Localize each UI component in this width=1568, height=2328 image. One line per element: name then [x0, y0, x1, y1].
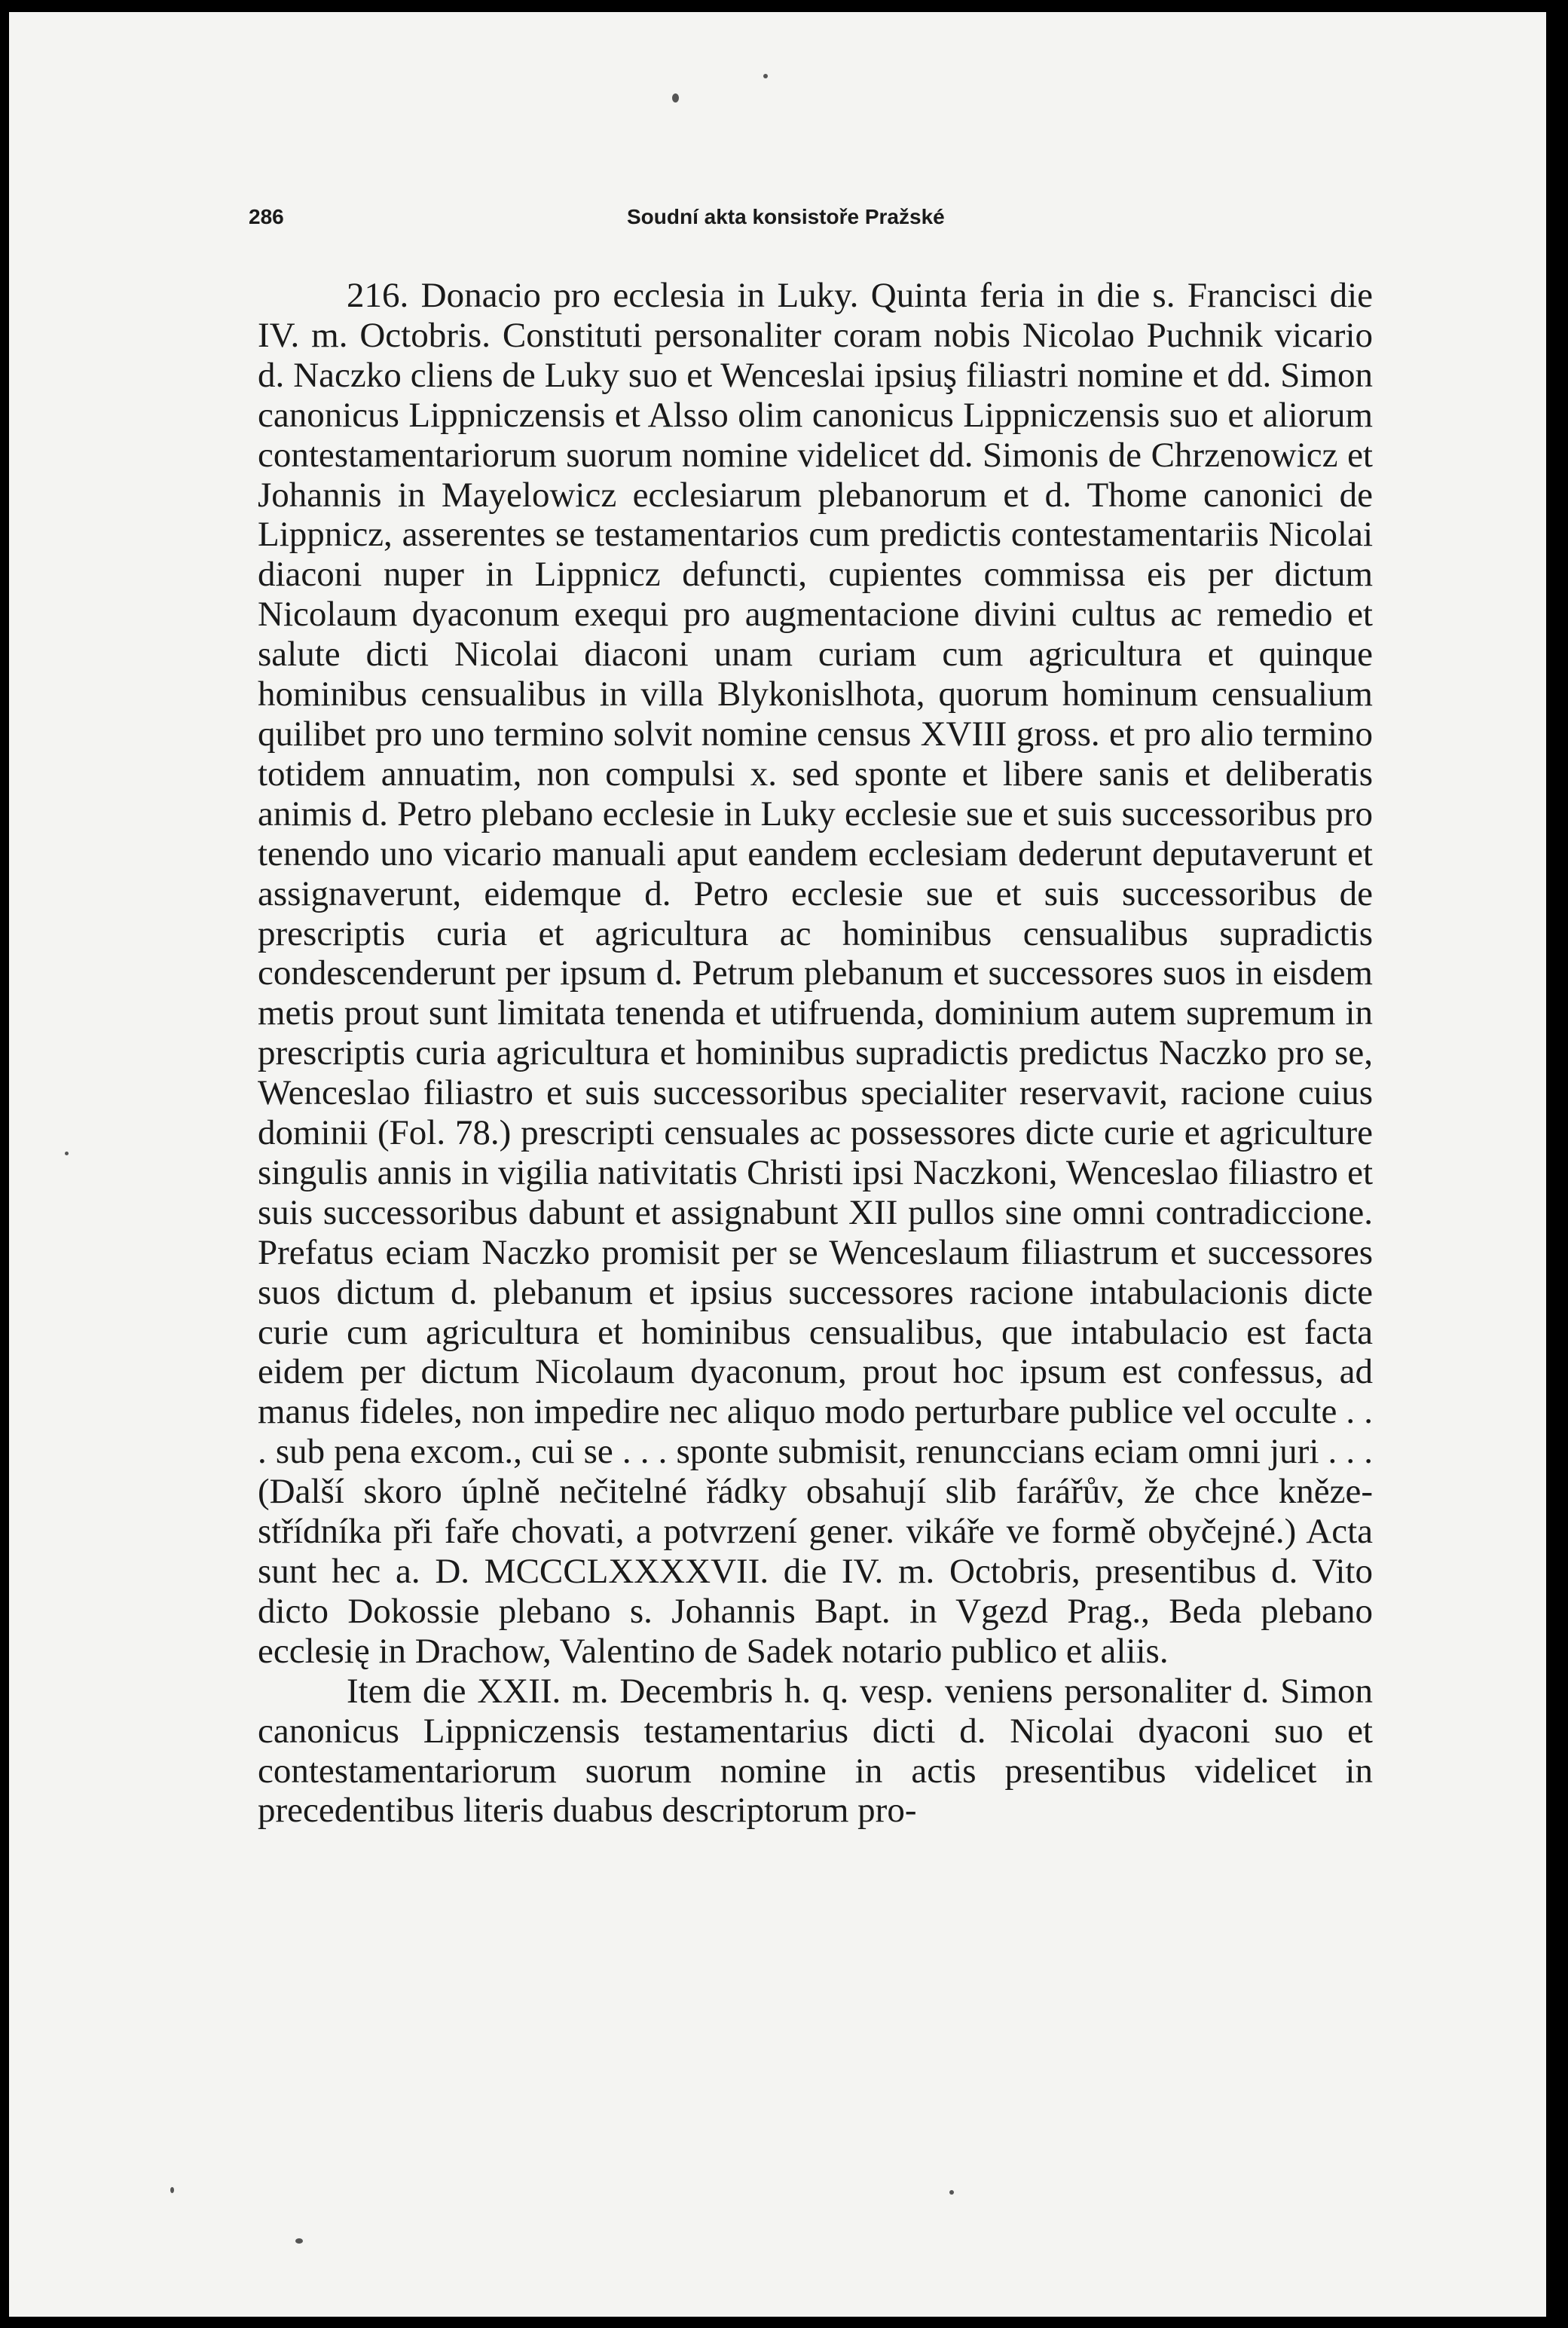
page-number: 286 — [249, 205, 284, 228]
text-body — [258, 276, 1373, 1831]
print-speck — [672, 93, 679, 102]
paragraph-item: Item die XXII. m. Decembris h. q. vesp. veniens personaliter d. Simon canonicus Lippniczensis testamentarius dicti d. Nicolai dyaconi suo et contestamentariorum suorum nomine in actis presentibus videlicet in precedentibus literis duabus descriptorum pro- — [258, 1671, 1373, 1831]
page-header — [249, 200, 1379, 234]
print-speck — [949, 2190, 954, 2195]
print-speck — [65, 1152, 69, 1155]
scan-right-edge — [1546, 0, 1568, 2328]
print-speck — [170, 2187, 174, 2193]
paragraph-donacio: 216. Donacio pro ecclesia in Luky. Quinta feria in die s. Francisci die IV. m. Octobris. Constituti personaliter coram nobis Nicolao Puchnik vicario d. Naczko cliens de Luky suo et Wenceslai ipsiuş filiastri nomine et dd. Simon canonicus Lippniczensis et Alsso olim canonicus Lippniczensis suo et aliorum contestamentariorum suorum nomine videlicet dd. Simonis de Chrzenowicz et Johannis in Mayelowicz ecclesiarum plebanorum et d. Thome canonici de Lippnicz, asserentes se testamentarios cum predictis contestamentariis Nicolai diaconi nuper in Lippnicz defuncti, cupientes commissa eis per dictum Nicolaum dyaconum exequi pro augmentacione divini cultus ac remedio et salute dicti Nicolai diaconi unam curiam cum agricultura et quinque hominibus censualibus in villa Blykonislhota, quorum hominum censualium quilibet pro uno termino solvit nomine census XVIII gross. et pro alio termino totidem annuatim, non compulsi x. sed sponte et libere sanis et deliberatis animis d. Petro plebano ecclesie in Luky ecclesie sue et suis successoribus pro tenendo uno vicario manuali aput eandem ecclesiam dederunt deputaverunt et assignaverunt, eidemque d. Petro ecclesie sue et suis successoribus de prescriptis curia et agricultura ac hominibus censualibus supradictis condescenderunt per ipsum d. Petrum plebanum et successores suos in eisdem metis prout sunt limitata tenenda et utifruenda, dominium autem supremum in prescriptis curia agricultura et hominibus supradictis predictus Naczko pro se, Wenceslao filiastro et suis successoribus specialiter reservavit, racione cuius dominii (Fol. 78.) prescripti censuales ac possessores dicte curie et agriculture singulis annis in vigilia nativitatis Christi ipsi Naczkoni, Wenceslao filiastro et suis successoribus dabunt et assignabunt XII pullos sine omni contradiccione. Prefatus eciam Naczko promisit per se Wenceslaum filiastrum et successores suos dictum d. plebanum et ipsius successores racione intabulacionis dicte curie cum agricultura et hominibus censualibus, que intabulacio est facta eidem per dictum Nicolaum dyaconum, prout hoc ipsum est confessus, ad manus fideles, non impedire nec aliquo modo perturbare publice vel occulte . . . sub pena excom., cui se . . . sponte submisit, renunccians eciam omni juri . . . (Další skoro úplně nečitelné řádky obsahují slib farářův, že chce kněze-střídníka při faře chovati, a potvrzení gener. vikáře ve formě obyčejné.) Acta sunt hec a. D. MCCCLXXXXVII. die IV. m. Octobris, presentibus d. Vito dicto Dokossie plebano s. Johannis Bapt. in Vgezd Prag., Beda plebano ecclesię in Drachow, Valentino de Sadek notario publico et aliis. — [258, 276, 1373, 1671]
running-head: Soudní akta konsistoře Pražské — [627, 205, 945, 228]
book-page — [9, 12, 1546, 2317]
print-speck — [295, 2238, 303, 2244]
print-speck — [763, 74, 768, 78]
